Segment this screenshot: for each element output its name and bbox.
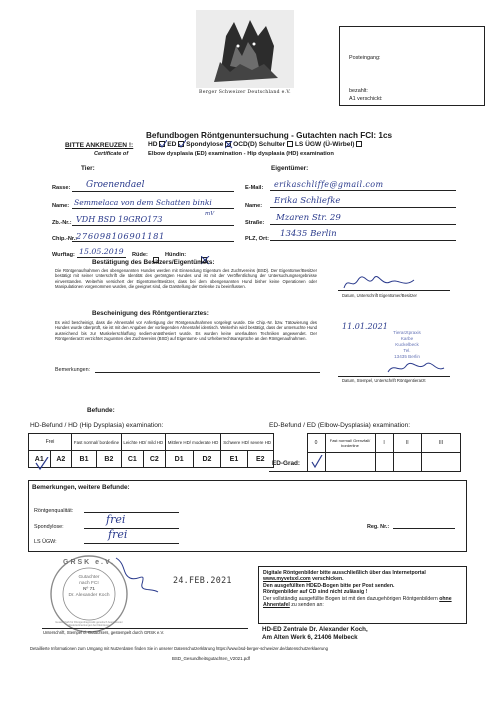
paid-label: bezahlt: xyxy=(349,88,368,94)
bemerkungen-label: Bemerkungen: xyxy=(55,367,91,373)
notice-line4b: ohne Ahnentafel xyxy=(263,595,452,609)
rasse-field[interactable] xyxy=(72,181,234,192)
ed-value-iii[interactable] xyxy=(422,453,461,472)
hd-header: Mittlere HD/ moderate HD xyxy=(165,434,221,451)
huendin-label: Hündin: xyxy=(165,252,187,258)
hd-code-d1[interactable]: D1 xyxy=(165,451,193,468)
roentgen-field[interactable] xyxy=(84,507,179,513)
tierarzt-heading: Bescheinigung des Röntgentierarztes: xyxy=(92,310,209,317)
ed-value-0[interactable] xyxy=(307,453,325,472)
footer-file: BSD_Gesundheitsgutachten_V2021.pdf xyxy=(172,656,250,661)
tierarzt-text: Es wird bescheinigt, dass die Ahnentafel vor Anfertigung der Röntgenaufnahmen vorgelegt wurde. Die Chip.-Nr. bzw. Tätowierung des Hundes wurde überprüft, sie ist mit den Angaben der vorliegenden Ahnentafel identisch. Weiterhin wird bestätigt, dass der untersuchte Hund ausreichend bis zur Muskelerschlaffung sediert-anästhesiert wurde. Es wurden keine unerlaubten Techniken angewendet. Der Röntgentierarzt verzichtet zugunsten des Zuchtvereins (BSD) auf Eigentums- und Urheberrechtsansprüche an den Röntgenaufnahmen. xyxy=(55,320,317,342)
ed-value-i[interactable] xyxy=(375,453,393,472)
a1-label: A1 verschickt: xyxy=(349,96,383,102)
besitzer-signature-box xyxy=(338,268,450,308)
reg-field[interactable] xyxy=(393,523,455,529)
stamp-line: nach FCI xyxy=(79,581,99,586)
ed-header: Fast normal/ Grenzfall/ borderline xyxy=(325,434,375,453)
notice-url[interactable]: www.myvetsxl.com xyxy=(263,576,311,583)
logo-caption: Berger Schweizer Deutschland e.V. xyxy=(199,90,291,95)
bitte-ankreuzen: BITTE ANKREUZEN !: xyxy=(65,142,134,149)
ed-header: I xyxy=(375,434,393,453)
option-hd: HD xyxy=(148,141,158,148)
zb-suffix: mV xyxy=(205,211,215,217)
bemerkungen-heading: Bemerkungen, weitere Befunde: xyxy=(32,484,130,491)
ed-value-borderline[interactable] xyxy=(325,453,375,472)
hd-code-a2[interactable]: A2 xyxy=(50,451,72,468)
hd-header: Schwere HD/ severe HD xyxy=(221,434,274,451)
hd-code-b2[interactable]: B2 xyxy=(96,451,121,468)
ocd-checkbox[interactable] xyxy=(287,141,293,147)
ed-checkbox[interactable] xyxy=(178,141,184,147)
notice-line1: Digitale Röntgenbilder bitte ausschließlich über das Internetportal xyxy=(263,570,426,576)
posting-box xyxy=(339,26,485,106)
name-field[interactable] xyxy=(72,198,234,209)
bemerkungen-line xyxy=(95,367,320,373)
ed-value-ii[interactable] xyxy=(393,453,422,472)
ed-grad-label: ED-Grad: xyxy=(269,434,307,472)
email-label: E-Mail: xyxy=(245,185,264,191)
notice-line4c: zu senden an: xyxy=(291,602,324,609)
vet-stamp-line: Kuckelbeck xyxy=(395,342,419,347)
footer-text: Detaillierte Informationen zum Umgang mit Nutzerdaten finden Sie in unserer Datenschutzerklärung https://www.bsd-berger-schweizer.de/datenschutzerklaerung xyxy=(30,646,328,651)
date-stamp: 24.FEB.2021 xyxy=(173,575,232,585)
hd-code-e2[interactable]: E2 xyxy=(247,451,273,468)
besitzer-text: Die Röntgenaufnahmen des obengenannten Hundes werden mit Einsendung Eigentum des Zuchtvereins (BSD). Der Eigentümer/Besitzer bestätigt mit seiner Unterschrift die Identität des geröntgten Hundes und ist mit der Veröffentlichung der Untersuchungsergebnisse einverstanden. Weiterhin versichert der Eigentümer/Besitzer, dass bei dem obengenannten Hund bisher keine Operationen oder Manipulationen vorgenommen wurden, die geeignet sind, die Darstellung der Gelenke zu beeinflussen. xyxy=(55,268,317,290)
owner-name-label: Name: xyxy=(245,203,263,209)
owner-name-value: Erika Schliefke xyxy=(274,196,341,206)
stamp-inner xyxy=(62,575,116,599)
certificate-text: Elbow dysplasia (ED) examination - Hip dysplasia (HD) examination xyxy=(148,151,334,157)
reg-label: Reg. Nr.: xyxy=(367,524,390,530)
ls-label: LS ÜGW: xyxy=(34,539,57,545)
spondylose-label: Spondylose: xyxy=(34,524,64,530)
option-ls: LS ÜGW (Ü-Wirbel) xyxy=(294,141,355,148)
stamp-line: Nº 71 xyxy=(83,587,95,592)
ed-header: III xyxy=(422,434,461,453)
vet-stamp-line: 13435 Berlin xyxy=(394,354,420,359)
form-title: Befundbogen Röntgenuntersuchung - Gutachten nach FCI: 1cs xyxy=(146,131,393,140)
ls-checkbox[interactable] xyxy=(356,141,362,147)
wurftag-value: 15.05.2019 xyxy=(79,247,124,256)
gutachter-signature xyxy=(112,552,162,596)
tier-heading: Tier: xyxy=(81,165,95,172)
ruede-label: Rüde: xyxy=(132,252,148,258)
strasse-field[interactable] xyxy=(270,214,456,225)
vet-stamp xyxy=(372,330,442,360)
owner-name-field[interactable] xyxy=(270,197,456,208)
chip-label: Chip.-Nr.: xyxy=(52,236,78,242)
befunde-heading: Befunde: xyxy=(87,407,115,414)
spondylose-field[interactable] xyxy=(84,513,179,529)
hd-code-a1[interactable]: A1 xyxy=(29,451,51,468)
zb-value: VDH BSD 19GRO173 xyxy=(76,215,163,224)
roentgen-label: Röntgenqualität: xyxy=(34,508,74,514)
plz-value: 13435 Berlin xyxy=(280,229,337,239)
eigentuemer-heading: Eigentümer: xyxy=(271,165,309,172)
rasse-label: Rasse: xyxy=(52,185,71,191)
notice-line4: Der vollständig ausgefüllte Bogen ist mit den dazugehörigen Röntgenbildern xyxy=(263,595,438,602)
spondylose-value: frei xyxy=(106,513,126,526)
wurftag-label: Wurftag: xyxy=(52,252,75,258)
hd-heading: HD-Befund / HD (Hip Dysplasia) examination: xyxy=(30,422,164,429)
plz-label: PLZ, Ort: xyxy=(245,236,269,242)
notice-text xyxy=(263,570,463,608)
name-label: Name: xyxy=(52,203,70,209)
stamp-ring-text: Gesellschaft für Röntgendiagnostik genetisch beeinflusster Skeletterkrankungen bei Kleintieren xyxy=(55,621,123,627)
hd-header: Fast normal/ borderline xyxy=(72,434,122,451)
hd-code-d2[interactable]: D2 xyxy=(193,451,221,468)
strasse-label: Straße: xyxy=(245,220,265,226)
chip-field[interactable] xyxy=(72,231,234,242)
notice-address-2: Am Alten Werk 6, 21406 Melbeck xyxy=(262,634,358,641)
chip-value: 276098106901181 xyxy=(76,231,165,241)
vet-signature xyxy=(386,360,446,376)
name-value: Semmelaca von dem Schatten binki xyxy=(74,198,212,207)
ed-header: 0 xyxy=(307,434,325,453)
stamp-line: Gutachter xyxy=(78,575,100,580)
vet-stamp-area xyxy=(338,320,450,392)
certificate-label: Certificate of xyxy=(94,151,129,157)
vet-stamp-line: Tel. xyxy=(403,348,411,353)
spondylose-checkbox[interactable] xyxy=(225,141,231,147)
hd-code-c2[interactable]: C2 xyxy=(143,451,165,468)
hd-header: Leichte HD/ mild HD xyxy=(121,434,165,451)
strasse-value: Mzaren Str. 29 xyxy=(276,213,341,223)
ed-header: II xyxy=(393,434,422,453)
email-field[interactable] xyxy=(270,180,456,191)
option-ocd: OCD(D) Schulter xyxy=(233,141,286,148)
hd-code-b1[interactable]: B1 xyxy=(72,451,97,468)
bemerkungen-box xyxy=(28,480,467,552)
vet-sig-caption: Datum, Stempel, Unterschrift Röntgentierarzt xyxy=(342,378,426,383)
vet-stamp-line: Karbe xyxy=(400,336,414,341)
vet-stamp-line: Tierarztpraxis xyxy=(393,330,421,335)
besitzer-sig-caption: Datum, Unterschrift Eigentümer/Besitzer xyxy=(342,293,417,298)
option-spondylose: Spondylose xyxy=(186,141,224,148)
notice-line3: Röntgenbilder auf CD sind nicht zulässig ! xyxy=(263,589,368,596)
plz-field[interactable] xyxy=(270,230,456,241)
stamp-line: Dr. Alexander Koch xyxy=(68,593,110,598)
ls-value: frei xyxy=(108,528,128,541)
notice-line1b: verschicken. xyxy=(312,576,344,583)
ed-table xyxy=(269,433,461,472)
ed-heading: ED-Befund / ED (Elbow-Dysplasia) examination: xyxy=(269,422,411,429)
gutachter-caption: Unterschrift, Stempel d. Gutachters, gestempelt durch GRSK e.V. xyxy=(43,630,165,635)
ls-field[interactable] xyxy=(84,528,179,544)
posting-label: Posteingang: xyxy=(349,55,381,61)
hd-header: Frei xyxy=(29,434,72,451)
hd-table xyxy=(28,433,274,468)
hd-checkbox[interactable] xyxy=(159,141,165,147)
vet-date: 11.01.2021 xyxy=(342,322,388,331)
exam-options xyxy=(148,141,362,148)
hd-code-e1[interactable]: E1 xyxy=(221,451,247,468)
zb-field[interactable] xyxy=(72,211,234,226)
notice-box xyxy=(258,566,467,624)
notice-address-1: HD-ED Zentrale Dr. Alexander Koch, xyxy=(262,626,368,633)
stamp-top: GRSK e.V. xyxy=(63,559,115,566)
email-value: erikaschliffe@gmail.com xyxy=(274,180,384,189)
besitzer-heading: Bestätigung des Besitzers/Eigentümers: xyxy=(92,259,215,266)
notice-line2: Den ausgefüllten HDED-Bogen bitte per Post senden. xyxy=(263,582,395,589)
zb-label: Zb.-Nr.: xyxy=(52,220,72,226)
wurftag-field[interactable] xyxy=(77,247,126,258)
rasse-value: Groenendael xyxy=(86,180,145,190)
hd-code-c1[interactable]: C1 xyxy=(121,451,143,468)
option-ed: ED xyxy=(167,141,177,148)
club-logo xyxy=(190,6,300,98)
